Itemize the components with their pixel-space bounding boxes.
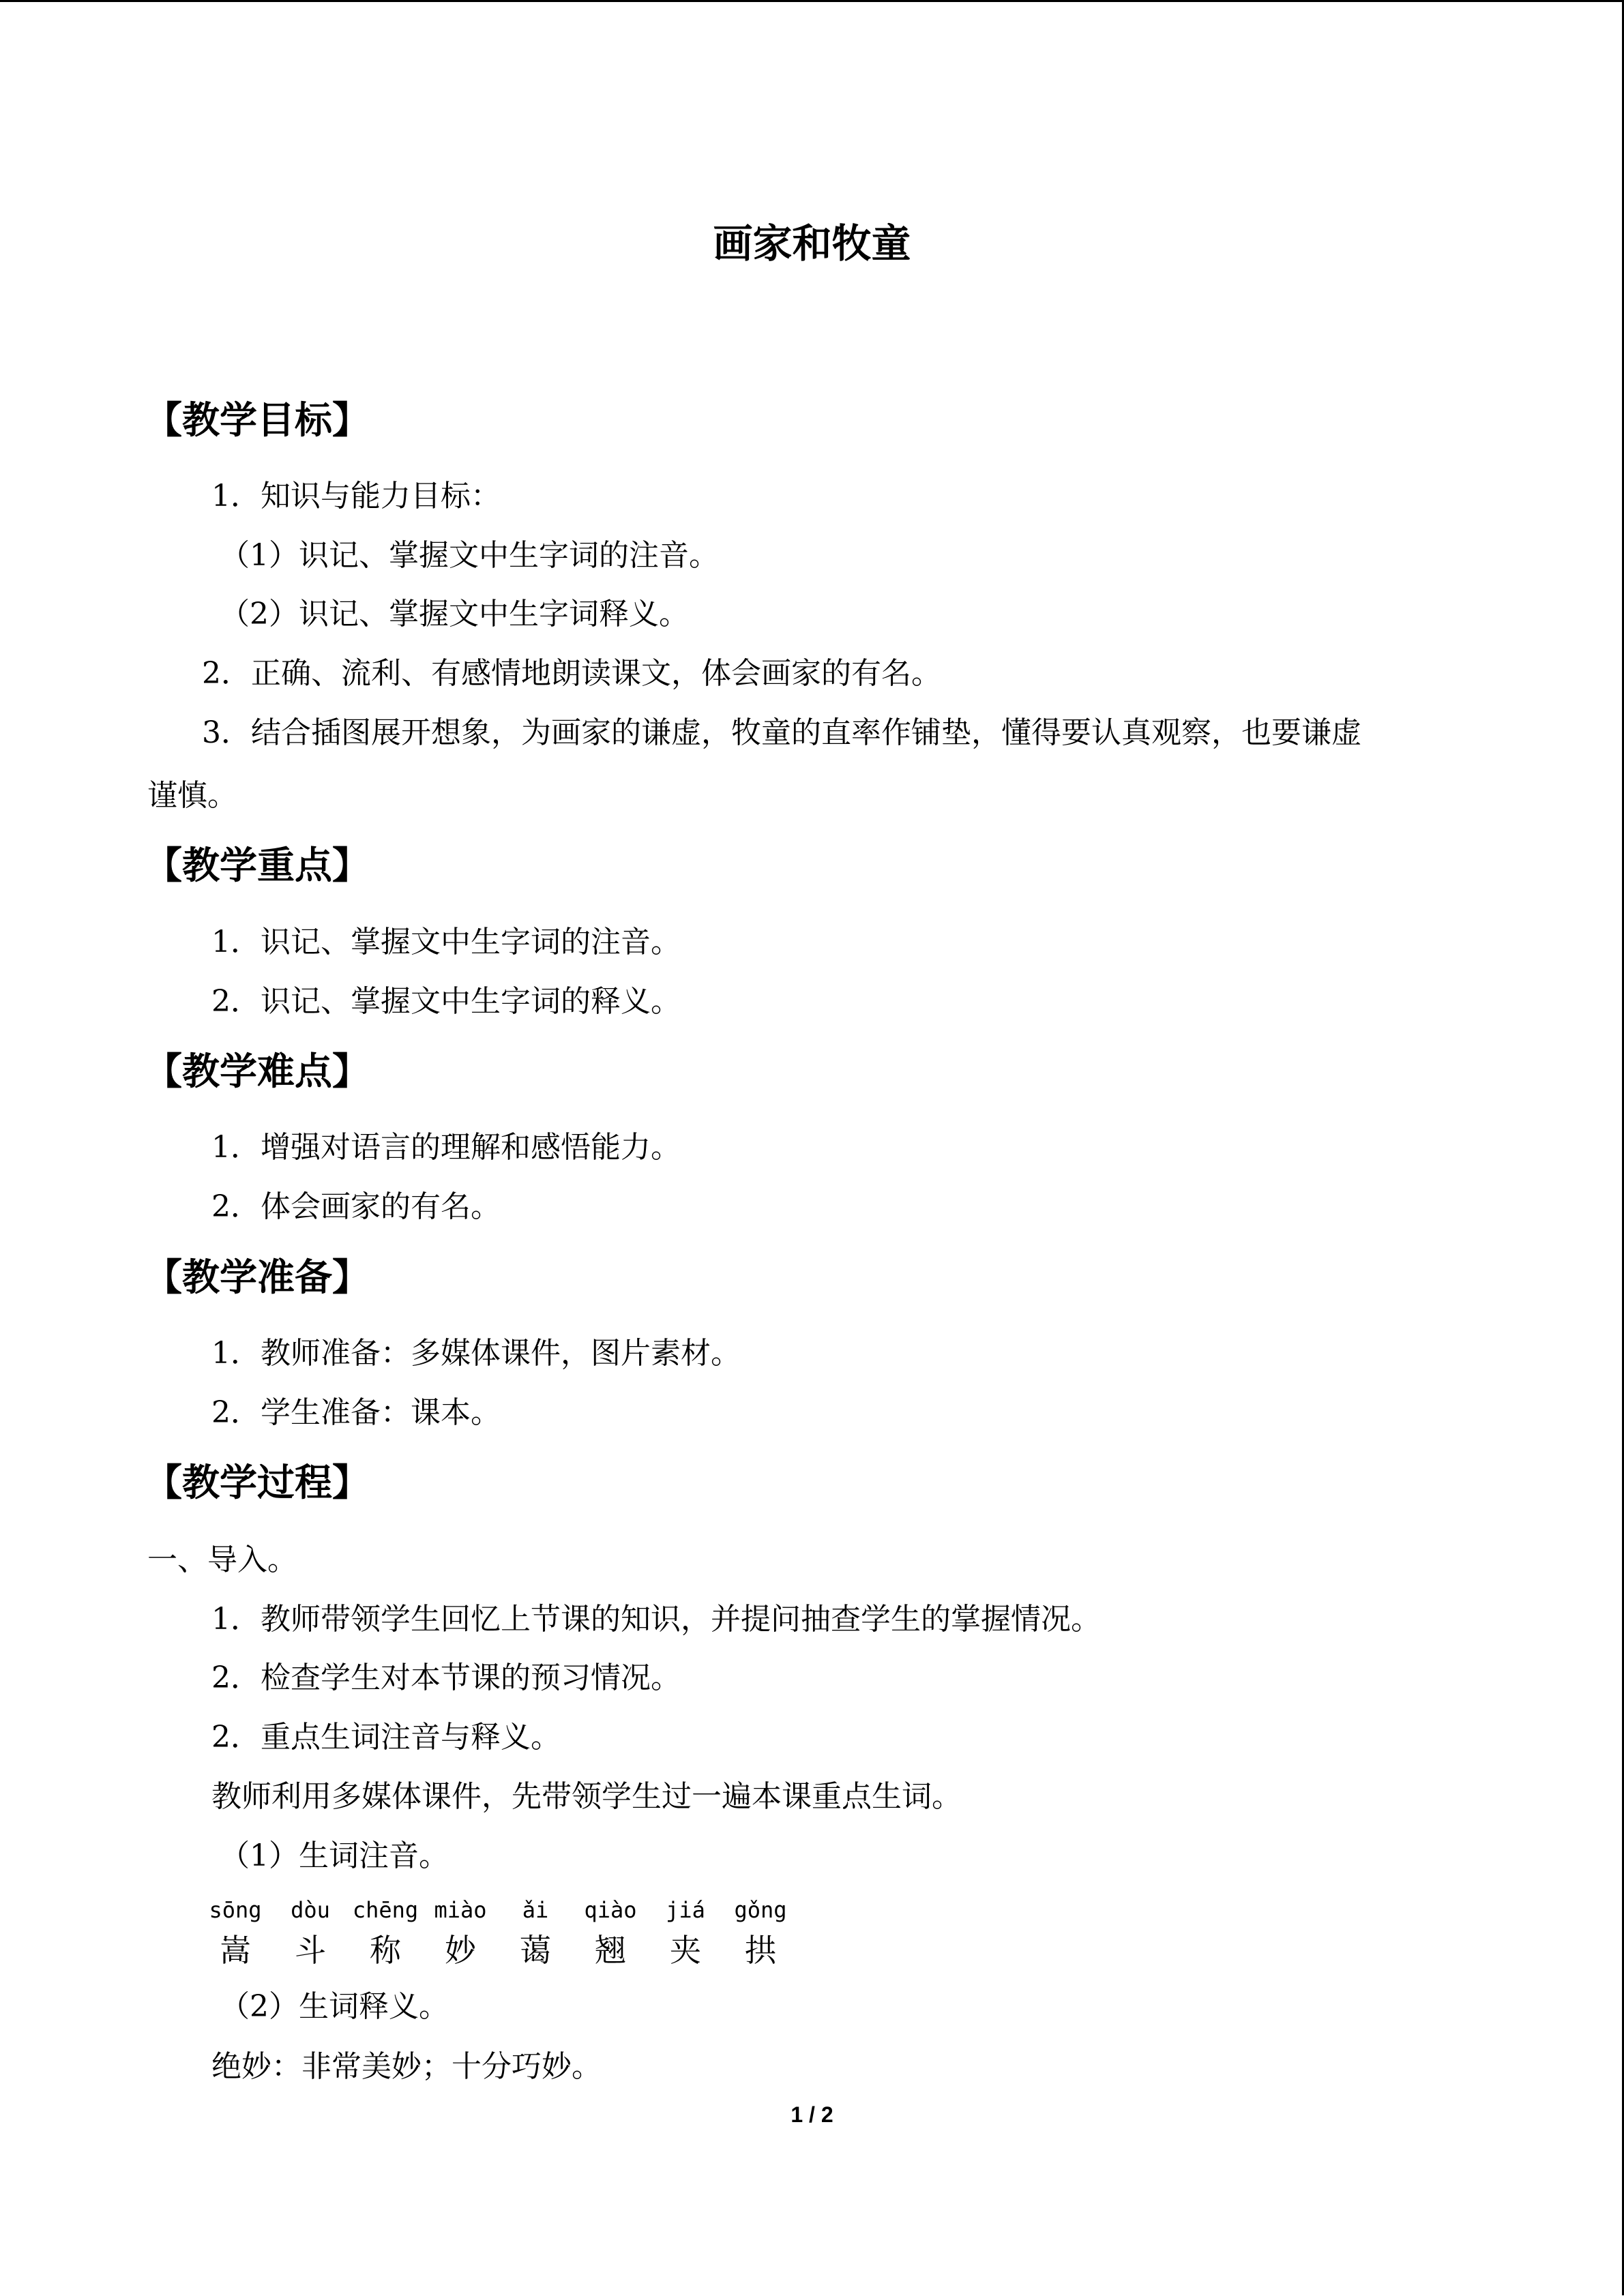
- process-heading: 【教学过程】: [145, 1461, 370, 1504]
- key-points-heading: 【教学重点】: [145, 844, 370, 887]
- process-line-8: 绝妙：非常美妙；十分巧妙。: [211, 2049, 602, 2084]
- process-line-1: 一、导入。: [147, 1542, 297, 1577]
- key-points-line-2: 2．识记、掌握文中生字词的释义。: [211, 984, 681, 1019]
- vocab-item: [348, 1897, 423, 1971]
- process-line-5: 教师利用多媒体课件，先带领学生过一遍本课重点生词。: [211, 1779, 962, 1814]
- goals-line-4: 2．正确、流利、有感情地朗读课文，体会画家的有名。: [202, 656, 941, 691]
- goals-heading: 【教学目标】: [145, 398, 370, 442]
- vocab-char: 妙: [445, 1932, 476, 1969]
- vocab-char: 夹: [670, 1932, 701, 1969]
- vocab-char: 斗: [295, 1932, 326, 1969]
- difficulties-heading: 【教学难点】: [145, 1049, 370, 1093]
- vocab-pinyin: chēng: [352, 1897, 419, 1923]
- preparation-line-1: 1．教师准备：多媒体课件，图片素材。: [211, 1336, 741, 1371]
- vocab-item: [723, 1897, 798, 1971]
- vocab-item: [198, 1897, 273, 1971]
- vocab-pinyin: ǎi: [522, 1897, 549, 1923]
- process-line-3: 2．检查学生对本节课的预习情况。: [211, 1660, 681, 1695]
- vocab-pinyin: qiào: [584, 1897, 637, 1923]
- preparation-line-2: 2．学生准备：课本。: [211, 1395, 501, 1430]
- goals-line-5: 3．结合插图展开想象，为画家的谦虚，牧童的直率作铺垫，懂得要认真观察，也要谦虚: [202, 715, 1361, 750]
- vocab-char: 称: [370, 1932, 401, 1969]
- vocab-item: [273, 1897, 348, 1971]
- goals-line-6: 谨慎。: [147, 778, 237, 813]
- key-points-line-1: 1．识记、掌握文中生字词的注音。: [211, 925, 681, 959]
- difficulties-line-1: 1．增强对语言的理解和感悟能力。: [211, 1130, 681, 1165]
- vocab-item: [573, 1897, 648, 1971]
- goals-line-1: 1．知识与能力目标：: [211, 479, 501, 513]
- page-title: 画家和牧童: [713, 220, 911, 267]
- goals-line-2: （1）识记、掌握文中生字词的注音。: [220, 538, 719, 573]
- vocab-char: 拱: [745, 1932, 776, 1969]
- vocab-item: [498, 1897, 573, 1971]
- vocab-item: [648, 1897, 723, 1971]
- page-number: 1 / 2: [791, 2102, 833, 2127]
- process-line-4: 2．重点生词注音与释义。: [211, 1720, 561, 1755]
- vocab-pinyin: gǒng: [734, 1897, 787, 1923]
- vocab-pinyin: dòu: [291, 1897, 330, 1923]
- process-line-2: 1．教师带领学生回忆上节课的知识，并提问抽查学生的掌握情况。: [211, 1602, 1101, 1637]
- vocab-char: 蔼: [520, 1932, 551, 1969]
- vocab-pinyin: sōng: [209, 1897, 262, 1923]
- vocab-pinyin: miào: [434, 1897, 487, 1923]
- goals-line-3: （2）识记、掌握文中生字词释义。: [220, 597, 689, 631]
- vocab-char: 翘: [595, 1932, 626, 1969]
- vocab-pinyin: jiá: [666, 1897, 705, 1923]
- preparation-heading: 【教学准备】: [145, 1255, 370, 1299]
- process-line-6: （1）生词注音。: [220, 1838, 449, 1873]
- process-line-7: （2）生词释义。: [220, 1989, 449, 2024]
- page-top-border: [0, 0, 1623, 2]
- difficulties-line-2: 2．体会画家的有名。: [211, 1189, 501, 1224]
- vocab-char: 嵩: [220, 1932, 251, 1969]
- vocab-item: [423, 1897, 498, 1971]
